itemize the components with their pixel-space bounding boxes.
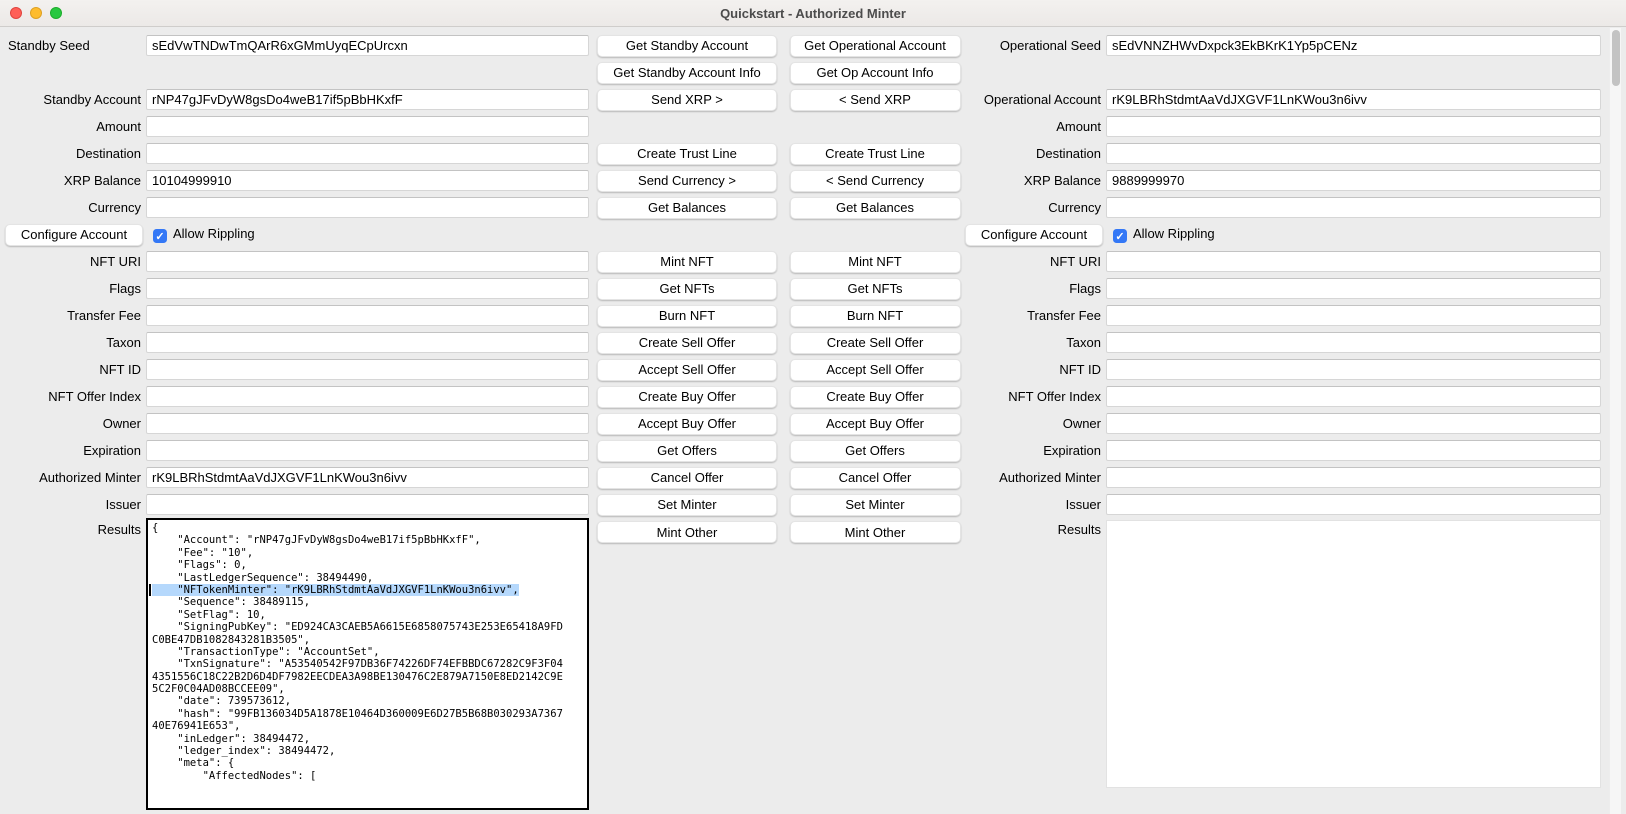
standby-nft-offer-index-label: NFT Offer Index (48, 389, 141, 404)
row-account (0, 86, 1626, 113)
standby-authorized-minter-input[interactable] (146, 467, 589, 488)
get-balances-operational-button[interactable]: Get Balances (790, 197, 961, 219)
send-currency-right-button[interactable]: Send Currency > (597, 170, 777, 192)
operational-xrp-balance-input[interactable] (1106, 170, 1601, 191)
get-offers-operational-button[interactable]: Get Offers (790, 440, 961, 462)
window-title: Quickstart - Authorized Minter (720, 5, 906, 21)
standby-nft-id-input[interactable] (146, 359, 589, 380)
standby-flags-input[interactable] (146, 278, 589, 299)
standby-destination-label: Destination (75, 146, 141, 161)
allow-rippling-standby-label: Allow Rippling (173, 226, 255, 241)
allow-rippling-standby-checkbox[interactable] (153, 229, 167, 243)
operational-authorized-minter-input[interactable] (1106, 467, 1601, 488)
operational-nft-id-label: NFT ID (1059, 362, 1101, 377)
create-sell-offer-operational-button[interactable]: Create Sell Offer (790, 332, 961, 354)
row-seed (0, 32, 1626, 59)
results-line: "ledger_index": 38494472, (152, 745, 336, 758)
create-buy-offer-standby-button[interactable]: Create Buy Offer (597, 386, 777, 408)
operational-nft-offer-index-input[interactable] (1106, 386, 1601, 407)
operational-xrp-balance-label: XRP Balance (1023, 173, 1101, 188)
row-xrp-balance (0, 167, 1626, 194)
row-configure (0, 221, 1626, 248)
results-line: "Sequence": 38489115, (152, 596, 311, 609)
standby-currency-label: Currency (88, 200, 141, 215)
row-issuer (0, 491, 1626, 518)
results-line: "meta": { (152, 757, 235, 770)
results-line: 4351556C18C22B2D6D4DF7982EECDEA3A98BE130476C2E879A7150E8ED2142C9E (152, 670, 563, 683)
burn-nft-operational-button[interactable]: Burn NFT (790, 305, 961, 327)
row-transfer-fee (0, 302, 1626, 329)
operational-owner-input[interactable] (1106, 413, 1601, 434)
results-line: "Flags": 0, (152, 559, 247, 572)
accept-sell-offer-operational-button[interactable]: Accept Sell Offer (790, 359, 961, 381)
operational-flags-label: Flags (1069, 281, 1101, 296)
operational-expiration-label: Expiration (1043, 443, 1101, 458)
operational-account-label: Operational Account (983, 92, 1101, 107)
mint-other-standby-button[interactable]: Mint Other (597, 521, 777, 543)
standby-expiration-input[interactable] (146, 440, 589, 461)
send-currency-left-button[interactable]: < Send Currency (790, 170, 961, 192)
accept-sell-offer-standby-button[interactable]: Accept Sell Offer (597, 359, 777, 381)
standby-owner-input[interactable] (146, 413, 589, 434)
allow-rippling-operational-checkbox[interactable] (1113, 229, 1127, 243)
standby-expiration-label: Expiration (83, 443, 141, 458)
standby-destination-input[interactable] (146, 143, 589, 164)
results-line: "date": 739573612, (152, 695, 292, 708)
operational-transfer-fee-label: Transfer Fee (1027, 308, 1101, 323)
operational-taxon-input[interactable] (1106, 332, 1601, 353)
get-standby-account-button[interactable]: Get Standby Account (597, 35, 777, 57)
operational-results-label: Results (1057, 522, 1101, 537)
get-op-account-info-button[interactable]: Get Op Account Info (790, 62, 961, 84)
operational-nft-offer-index-label: NFT Offer Index (1008, 389, 1101, 404)
operational-currency-label: Currency (1048, 200, 1101, 215)
check-icon: ✓ (155, 231, 165, 243)
row-flags (0, 275, 1626, 302)
send-xrp-right-button[interactable]: Send XRP > (597, 89, 777, 111)
minimize-window-icon[interactable] (30, 7, 42, 19)
operational-amount-label: Amount (1056, 119, 1101, 134)
mint-other-operational-button[interactable]: Mint Other (790, 521, 961, 543)
standby-amount-label: Amount (96, 119, 141, 134)
create-buy-offer-operational-button[interactable]: Create Buy Offer (790, 386, 961, 408)
results-line: "TxnSignature": "A53540542F97DB36F74226DF74EFBBDC67282C9F3F04 (152, 658, 563, 671)
results-line: "AffectedNodes": [ (152, 769, 317, 782)
row-destination (0, 140, 1626, 167)
operational-issuer-label: Issuer (1065, 497, 1101, 512)
standby-account-label: Standby Account (43, 92, 141, 107)
standby-flags-label: Flags (109, 281, 141, 296)
get-standby-account-info-button[interactable]: Get Standby Account Info (597, 62, 777, 84)
standby-currency-input[interactable] (146, 197, 589, 218)
operational-results-textarea[interactable] (1106, 520, 1601, 788)
results-line: "NFTokenMinter": "rK9LBRhStdmtAaVdJXGVF1LnKWou3n6ivv", (152, 584, 587, 596)
standby-authorized-minter-label: Authorized Minter (39, 470, 141, 485)
row-amount (0, 113, 1626, 140)
row-currency (0, 194, 1626, 221)
results-line: "SetFlag": 10, (152, 608, 266, 621)
standby-nft-uri-label: NFT URI (89, 254, 141, 269)
standby-results-label: Results (97, 522, 141, 537)
operational-taxon-label: Taxon (1066, 335, 1101, 350)
window-controls (10, 7, 62, 19)
operational-destination-label: Destination (1035, 146, 1101, 161)
row-expiration (0, 437, 1626, 464)
standby-seed-label: Standby Seed (8, 38, 90, 53)
operational-expiration-input[interactable] (1106, 440, 1601, 461)
standby-xrp-balance-label: XRP Balance (63, 173, 141, 188)
operational-flags-input[interactable] (1106, 278, 1601, 299)
operational-destination-input[interactable] (1106, 143, 1601, 164)
set-minter-operational-button[interactable]: Set Minter (790, 494, 961, 516)
operational-nft-uri-label: NFT URI (1049, 254, 1101, 269)
row-results (0, 518, 1626, 810)
scrollbar[interactable] (1609, 28, 1621, 814)
row-taxon (0, 329, 1626, 356)
cancel-offer-operational-button[interactable]: Cancel Offer (790, 467, 961, 489)
results-line: "Account": "rNP47gJFvDyW8gsDo4weB17if5pBbHKxfF", (152, 534, 481, 547)
results-line: "hash": "99FB136034D5A1878E10464D360009E6D27B5B68B030293A7367 (152, 707, 563, 720)
close-window-icon[interactable] (10, 7, 22, 19)
results-line: "LastLedgerSequence": 38494490, (152, 571, 374, 584)
standby-nft-id-label: NFT ID (99, 362, 141, 377)
standby-xrp-balance-input[interactable] (146, 170, 589, 191)
mint-nft-operational-button[interactable]: Mint NFT (790, 251, 961, 273)
get-offers-standby-button[interactable]: Get Offers (597, 440, 777, 462)
operational-currency-input[interactable] (1106, 197, 1601, 218)
row-owner (0, 410, 1626, 437)
operational-issuer-input[interactable] (1106, 494, 1601, 515)
cancel-offer-standby-button[interactable]: Cancel Offer (597, 467, 777, 489)
configure-account-operational-button[interactable]: Configure Account (965, 224, 1103, 246)
standby-results-textarea[interactable] (146, 518, 589, 810)
accept-buy-offer-operational-button[interactable]: Accept Buy Offer (790, 413, 961, 435)
operational-nft-id-input[interactable] (1106, 359, 1601, 380)
configure-account-standby-button[interactable]: Configure Account (5, 224, 143, 246)
results-line: "inLedger": 38494472, (152, 732, 311, 745)
operational-amount-input[interactable] (1106, 116, 1601, 137)
standby-account-input[interactable] (146, 89, 589, 110)
operational-seed-label: Operational Seed (999, 38, 1101, 53)
accept-buy-offer-standby-button[interactable]: Accept Buy Offer (597, 413, 777, 435)
get-operational-account-button[interactable]: Get Operational Account (790, 35, 961, 57)
standby-issuer-input[interactable] (146, 494, 589, 515)
row-account-info (0, 59, 1626, 86)
operational-authorized-minter-label: Authorized Minter (999, 470, 1101, 485)
main-content (0, 27, 1626, 810)
operational-account-input[interactable] (1106, 89, 1601, 110)
set-minter-standby-button[interactable]: Set Minter (597, 494, 777, 516)
create-trust-line-operational-button[interactable]: Create Trust Line (790, 143, 961, 165)
operational-owner-label: Owner (1062, 416, 1101, 431)
operational-transfer-fee-input[interactable] (1106, 305, 1601, 326)
get-nfts-operational-button[interactable]: Get NFTs (790, 278, 961, 300)
create-sell-offer-standby-button[interactable]: Create Sell Offer (597, 332, 777, 354)
row-authorized-minter (0, 464, 1626, 491)
mint-nft-standby-button[interactable]: Mint NFT (597, 251, 777, 273)
standby-seed-input[interactable] (146, 35, 589, 56)
results-line: 5C2F0C04AD08BCCEE09", (152, 683, 285, 696)
results-line: "TransactionType": "AccountSet", (152, 645, 380, 658)
row-nft-id (0, 356, 1626, 383)
operational-nft-uri-input[interactable] (1106, 251, 1601, 272)
standby-transfer-fee-label: Transfer Fee (67, 308, 141, 323)
send-xrp-left-button[interactable]: < Send XRP (790, 89, 961, 111)
allow-rippling-operational-label: Allow Rippling (1133, 226, 1215, 241)
standby-taxon-label: Taxon (106, 335, 141, 350)
standby-taxon-input[interactable] (146, 332, 589, 353)
title-bar (0, 0, 1626, 27)
results-line: { (152, 522, 159, 534)
standby-amount-input[interactable] (146, 116, 589, 137)
results-line: "SigningPubKey": "ED924CA3CAEB5A6615E6858075743E253E65418A9FD (152, 621, 563, 634)
zoom-window-icon[interactable] (50, 7, 62, 19)
standby-nft-offer-index-input[interactable] (146, 386, 589, 407)
row-nft-offer-index (0, 383, 1626, 410)
burn-nft-standby-button[interactable]: Burn NFT (597, 305, 777, 327)
results-line: 40E76941E653", (152, 720, 241, 733)
results-line: "Fee": "10", (152, 546, 254, 559)
standby-transfer-fee-input[interactable] (146, 305, 589, 326)
get-balances-standby-button[interactable]: Get Balances (597, 197, 777, 219)
create-trust-line-standby-button[interactable]: Create Trust Line (597, 143, 777, 165)
standby-issuer-label: Issuer (105, 497, 141, 512)
row-nft-uri (0, 248, 1626, 275)
operational-seed-input[interactable] (1106, 35, 1601, 56)
standby-nft-uri-input[interactable] (146, 251, 589, 272)
scrollbar-thumb[interactable] (1612, 30, 1620, 86)
check-icon: ✓ (1115, 231, 1125, 243)
results-line: C0BE47DB1082843281B3505", (152, 633, 311, 646)
get-nfts-standby-button[interactable]: Get NFTs (597, 278, 777, 300)
standby-owner-label: Owner (102, 416, 141, 431)
